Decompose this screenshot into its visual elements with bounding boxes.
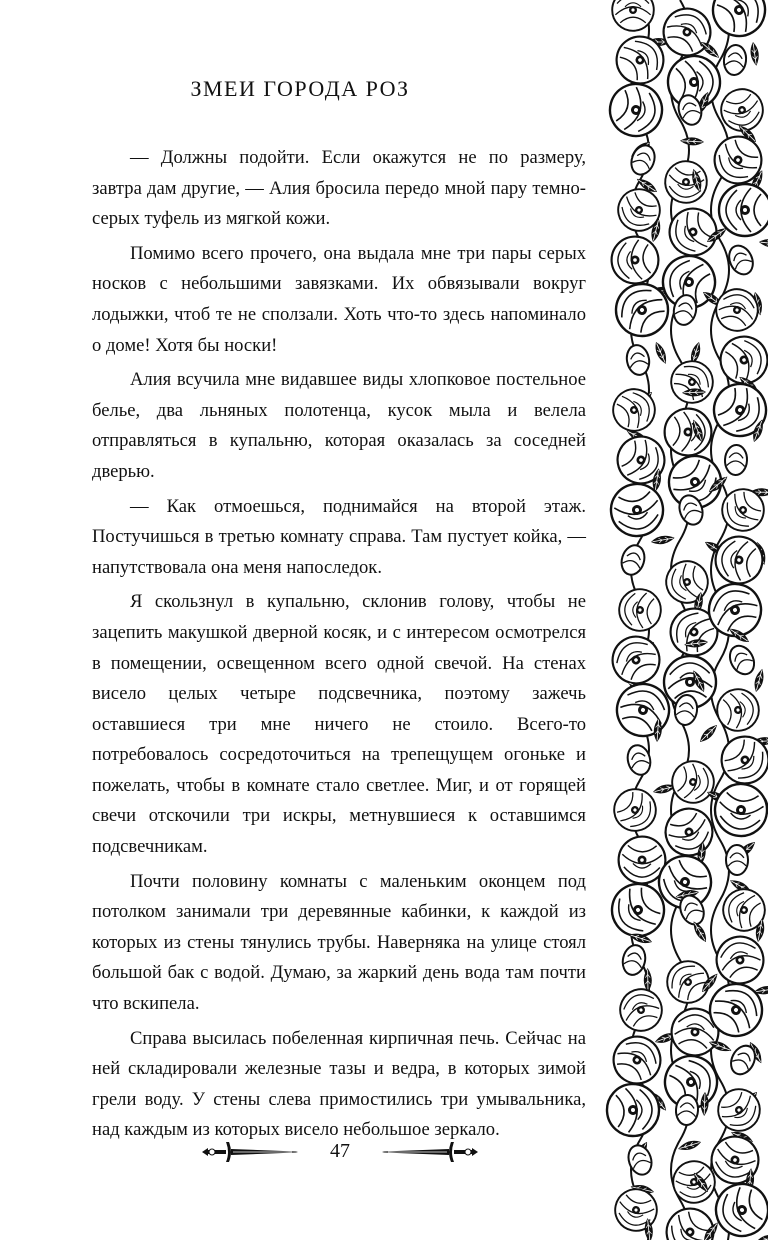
paragraph: Почти половину комнаты с маленьким оконцем под потолком занимали три деревянные кабинки, к каждой из которых из стены тянулись трубы. Наверняка на улице стоял большой бак с водой. Думаю, за жаркий день вода там почти что вскипела. [92, 870, 586, 1015]
paragraph: Помимо всего прочего, она выдала мне три пары серых носков с небольшими завязками. Их обвязывали вокруг лодыжки, чтоб те не сползали. Хоть что-то здесь напоминало о доме! Хотя бы носки! [92, 242, 586, 356]
dagger-right-icon [380, 1140, 480, 1164]
paragraph: — Должны подойти. Если окажутся не по размеру, завтра дам другие, — Алия бросила передо мной пару темно-серых туфель из мягкой кожи. [92, 147, 586, 230]
paragraph: — Как отмоешься, поднимайся на второй этаж. Постучишься в третью комнату справа. Там пустует койка, — напутствовала она меня напоследок. [92, 495, 586, 578]
running-head-title: ЗМЕИ ГОРОДА РОЗ [190, 76, 410, 101]
page-footer [200, 1136, 480, 1170]
paragraph: Справа высилась побеленная кирпичная печь. Сейчас на ней складировали железные тазы и ведра, в которых зимой грели воду. У стены слева примостились три умывальника, над каждым из которых висело небольшое зеркало. [92, 1027, 586, 1141]
paragraph: Я скользнул в купальню, склонив голову, чтобы не зацепить макушкой дверной косяк, и с интересом осмотрелся в помещении, освещенном всего одной свечой. На стенах висело целых четыре подсвечника, поэтому зажечь оставшиеся три мне ничего не стоило. Всего-то потребовалось сосредоточиться на трепещущем огоньке и пожелать, чтобы в комнате стало светлее. Миг, и от горящей свечи отскочили три искры, метнувшиеся к оставшимся подсвечникам. [92, 591, 586, 858]
floral-border-icon [600, 0, 768, 1240]
page-number: 47 [330, 1140, 350, 1162]
paragraph: Алия всучила мне видавшее виды хлопковое постельное белье, два льняных полотенца, кусок мыла и велела отправляться в купальню, которая оказалась за соседней дверью. [92, 369, 586, 482]
body-text [92, 143, 586, 1146]
